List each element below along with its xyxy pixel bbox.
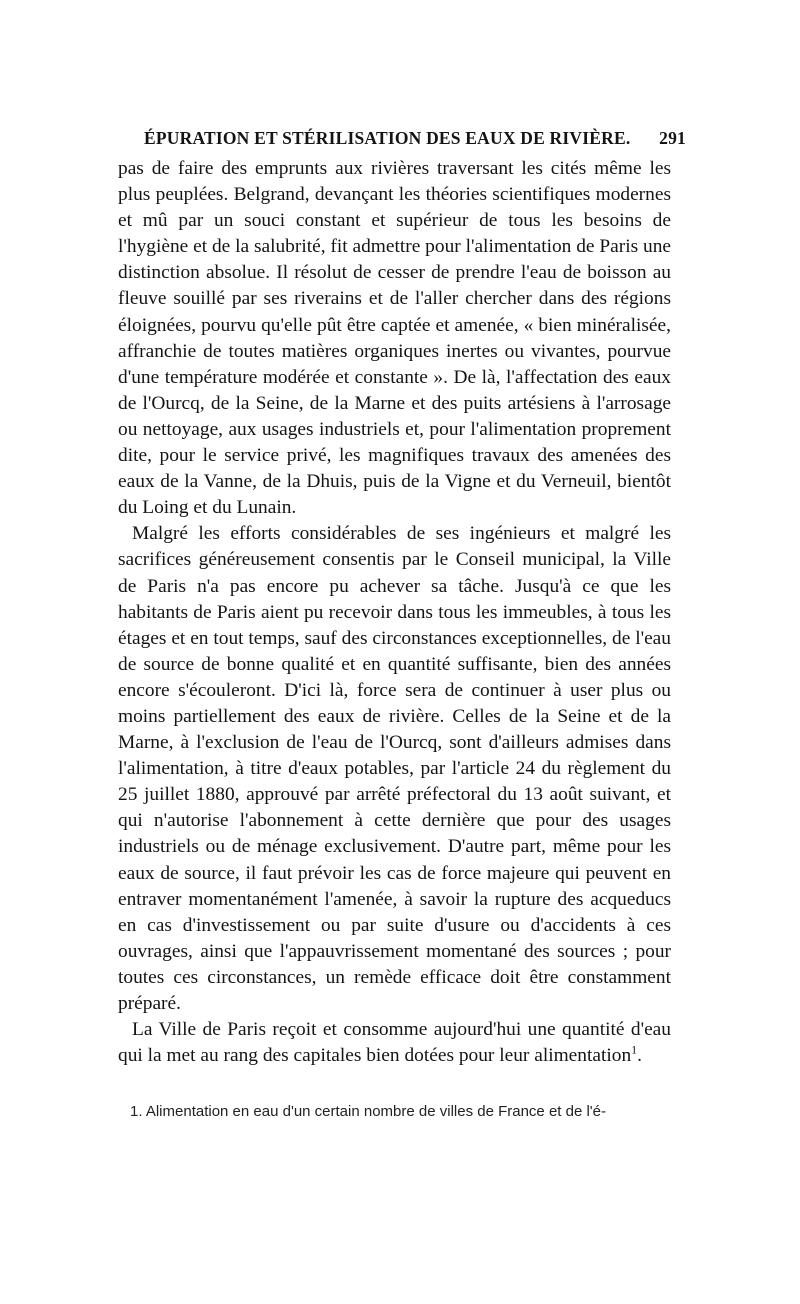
running-title: ÉPURATION ET STÉRILISATION DES EAUX DE RIVIÈRE.: [144, 128, 631, 148]
footnote-marker: 1: [631, 1042, 638, 1057]
paragraph-3-end: .: [637, 1045, 643, 1067]
running-header: [118, 128, 686, 158]
page-number: 291: [659, 128, 686, 148]
paragraph-2: Malgré les efforts considérables de ses ingénieurs et malgré les sacrifices généreusement consentis par le Conseil municipal, la Ville de Paris n'a pas encore pu achever sa tâche. Jusqu'à ce que les habitants de Paris aient pu recevoir dans tous les immeubles, à tous les étages et en tout temps, sauf des circonstances exceptionnelles, de l'eau de source de bonne qualité et en quantité suffisante, bien des années encore s'écouleront. D'ici là, force sera de continuer à user plus ou moins partiellement des eaux de rivière. Celles de la Seine et de la Marne, à l'exclusion de l'eau de l'Ourcq, sont d'ailleurs admises dans l'alimentation, à titre d'eaux potables, par l'article 24 du règlement du 25 juillet 1880, approuvé par arrêté préfectoral du 13 août suivant, et qui n'autorise l'abonnement à cette dernière que pour des usages industriels ou de ménage exclusivement. D'autre part, même pour les eaux de source, il faut prévoir les cas de force majeure qui peuvent en entraver momentanément l'amenée, à savoir la rupture des acqueducs en cas d'investissement ou par suite d'usure ou d'accidents à ces ouvrages, ainsi que l'appauvrissement momentané des sources ; pour toutes ces circonstances, un remède efficace doit être constamment préparé.: [118, 523, 671, 1014]
paragraph-3-text: La Ville de Paris reçoit et consomme aujourd'hui une quantité d'eau qui la met au rang des capitales bien dotées pour leur alimentation: [118, 1019, 671, 1067]
paragraph-1: pas de faire des emprunts aux rivières traversant les cités même les plus peuplées. Belgrand, devançant les théories scientifiques modernes et mû par un souci constant et supérieur de tous les besoins de l'hygiène et de la salubrité, fit admettre pour l'alimentation de Paris une distinction absolue. Il résolut de cesser de prendre l'eau de boisson au fleuve souillé par ses riverains et de l'aller chercher dans des régions éloignées, pourvu qu'elle pût être captée et amenée, « bien minéralisée, affranchie de toutes matières organiques inertes ou vivantes, pourvue d'une température modérée et constante ». De là, l'affectation des eaux de l'Ourcq, de la Seine, de la Marne et des puits artésiens à l'arrosage ou nettoyage, aux usages industriels et, pour l'alimentation proprement dite, pour le service privé, les magnifiques travaux des amenées des eaux de la Vanne, de la Dhuis, puis de la Vigne et du Verneuil, bientôt du Loing et du Lunain.: [118, 158, 671, 519]
footnote: 1. Alimentation en eau d'un certain nombre de villes de France et de l'é-: [130, 1103, 607, 1120]
body-text: [118, 156, 671, 1069]
paragraph-3: [118, 1017, 671, 1069]
